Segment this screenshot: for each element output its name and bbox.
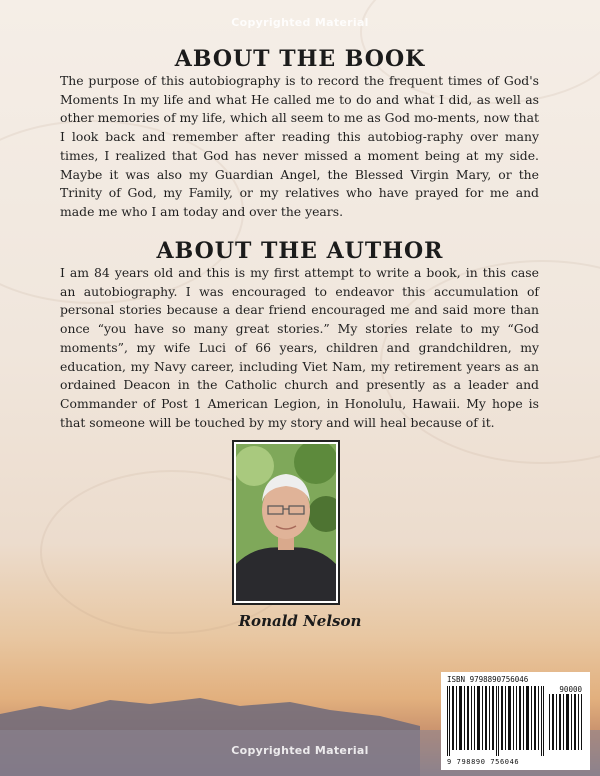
author-photo xyxy=(232,440,340,605)
about-book-text: The purpose of this autobiography is to record the frequent times of God's Moments In my life and what He called me to do and what I did, as well as other memories of my life, which all seem to me as God mo-ments, now that I look back and remember after reading this autobiog-raphy over many times, I realized that God has never missed a moment being at my side. Maybe it was also my Guardian Angel, the Blessed Virgin Mary, or the Trinity of God, my Family, or my relatives who have prayed for me and made me who I am today and over the years. xyxy=(60,73,539,219)
author-signature: Ronald Nelson xyxy=(238,612,362,630)
about-author-text: I am 84 years old and this is my first attempt to write a book, in this case an autobiography. I was encouraged to endeavor this accumulation of personal stories because a dear friend encouraged me and said more than once “you have so many great stories.” My stories relate to my “God moments”, my wife Luci of 66 years, children and grandchildren, my education, my Navy career, including Viet Nam, my retirement years as an ordained Deacon in the Catholic church and presently as a leader and Commander of Post 1 American Legion, in Honolulu, Hawaii. My hope is that someone will be touched by my story and will heal because of it. xyxy=(60,265,539,430)
barcode-bars xyxy=(441,672,590,770)
about-author-heading: ABOUT THE AUTHOR xyxy=(156,238,444,264)
watermark-bottom: Copyrighted Material xyxy=(231,744,369,757)
watermark-top: Copyrighted Material xyxy=(231,16,369,29)
barcode-number: 9 798890 756046 xyxy=(447,758,520,766)
price-code: 90000 xyxy=(559,685,582,694)
isbn-barcode xyxy=(441,672,590,770)
isbn-label: ISBN 9798890756046 xyxy=(447,675,529,684)
about-book-heading: ABOUT THE BOOK xyxy=(174,46,426,72)
